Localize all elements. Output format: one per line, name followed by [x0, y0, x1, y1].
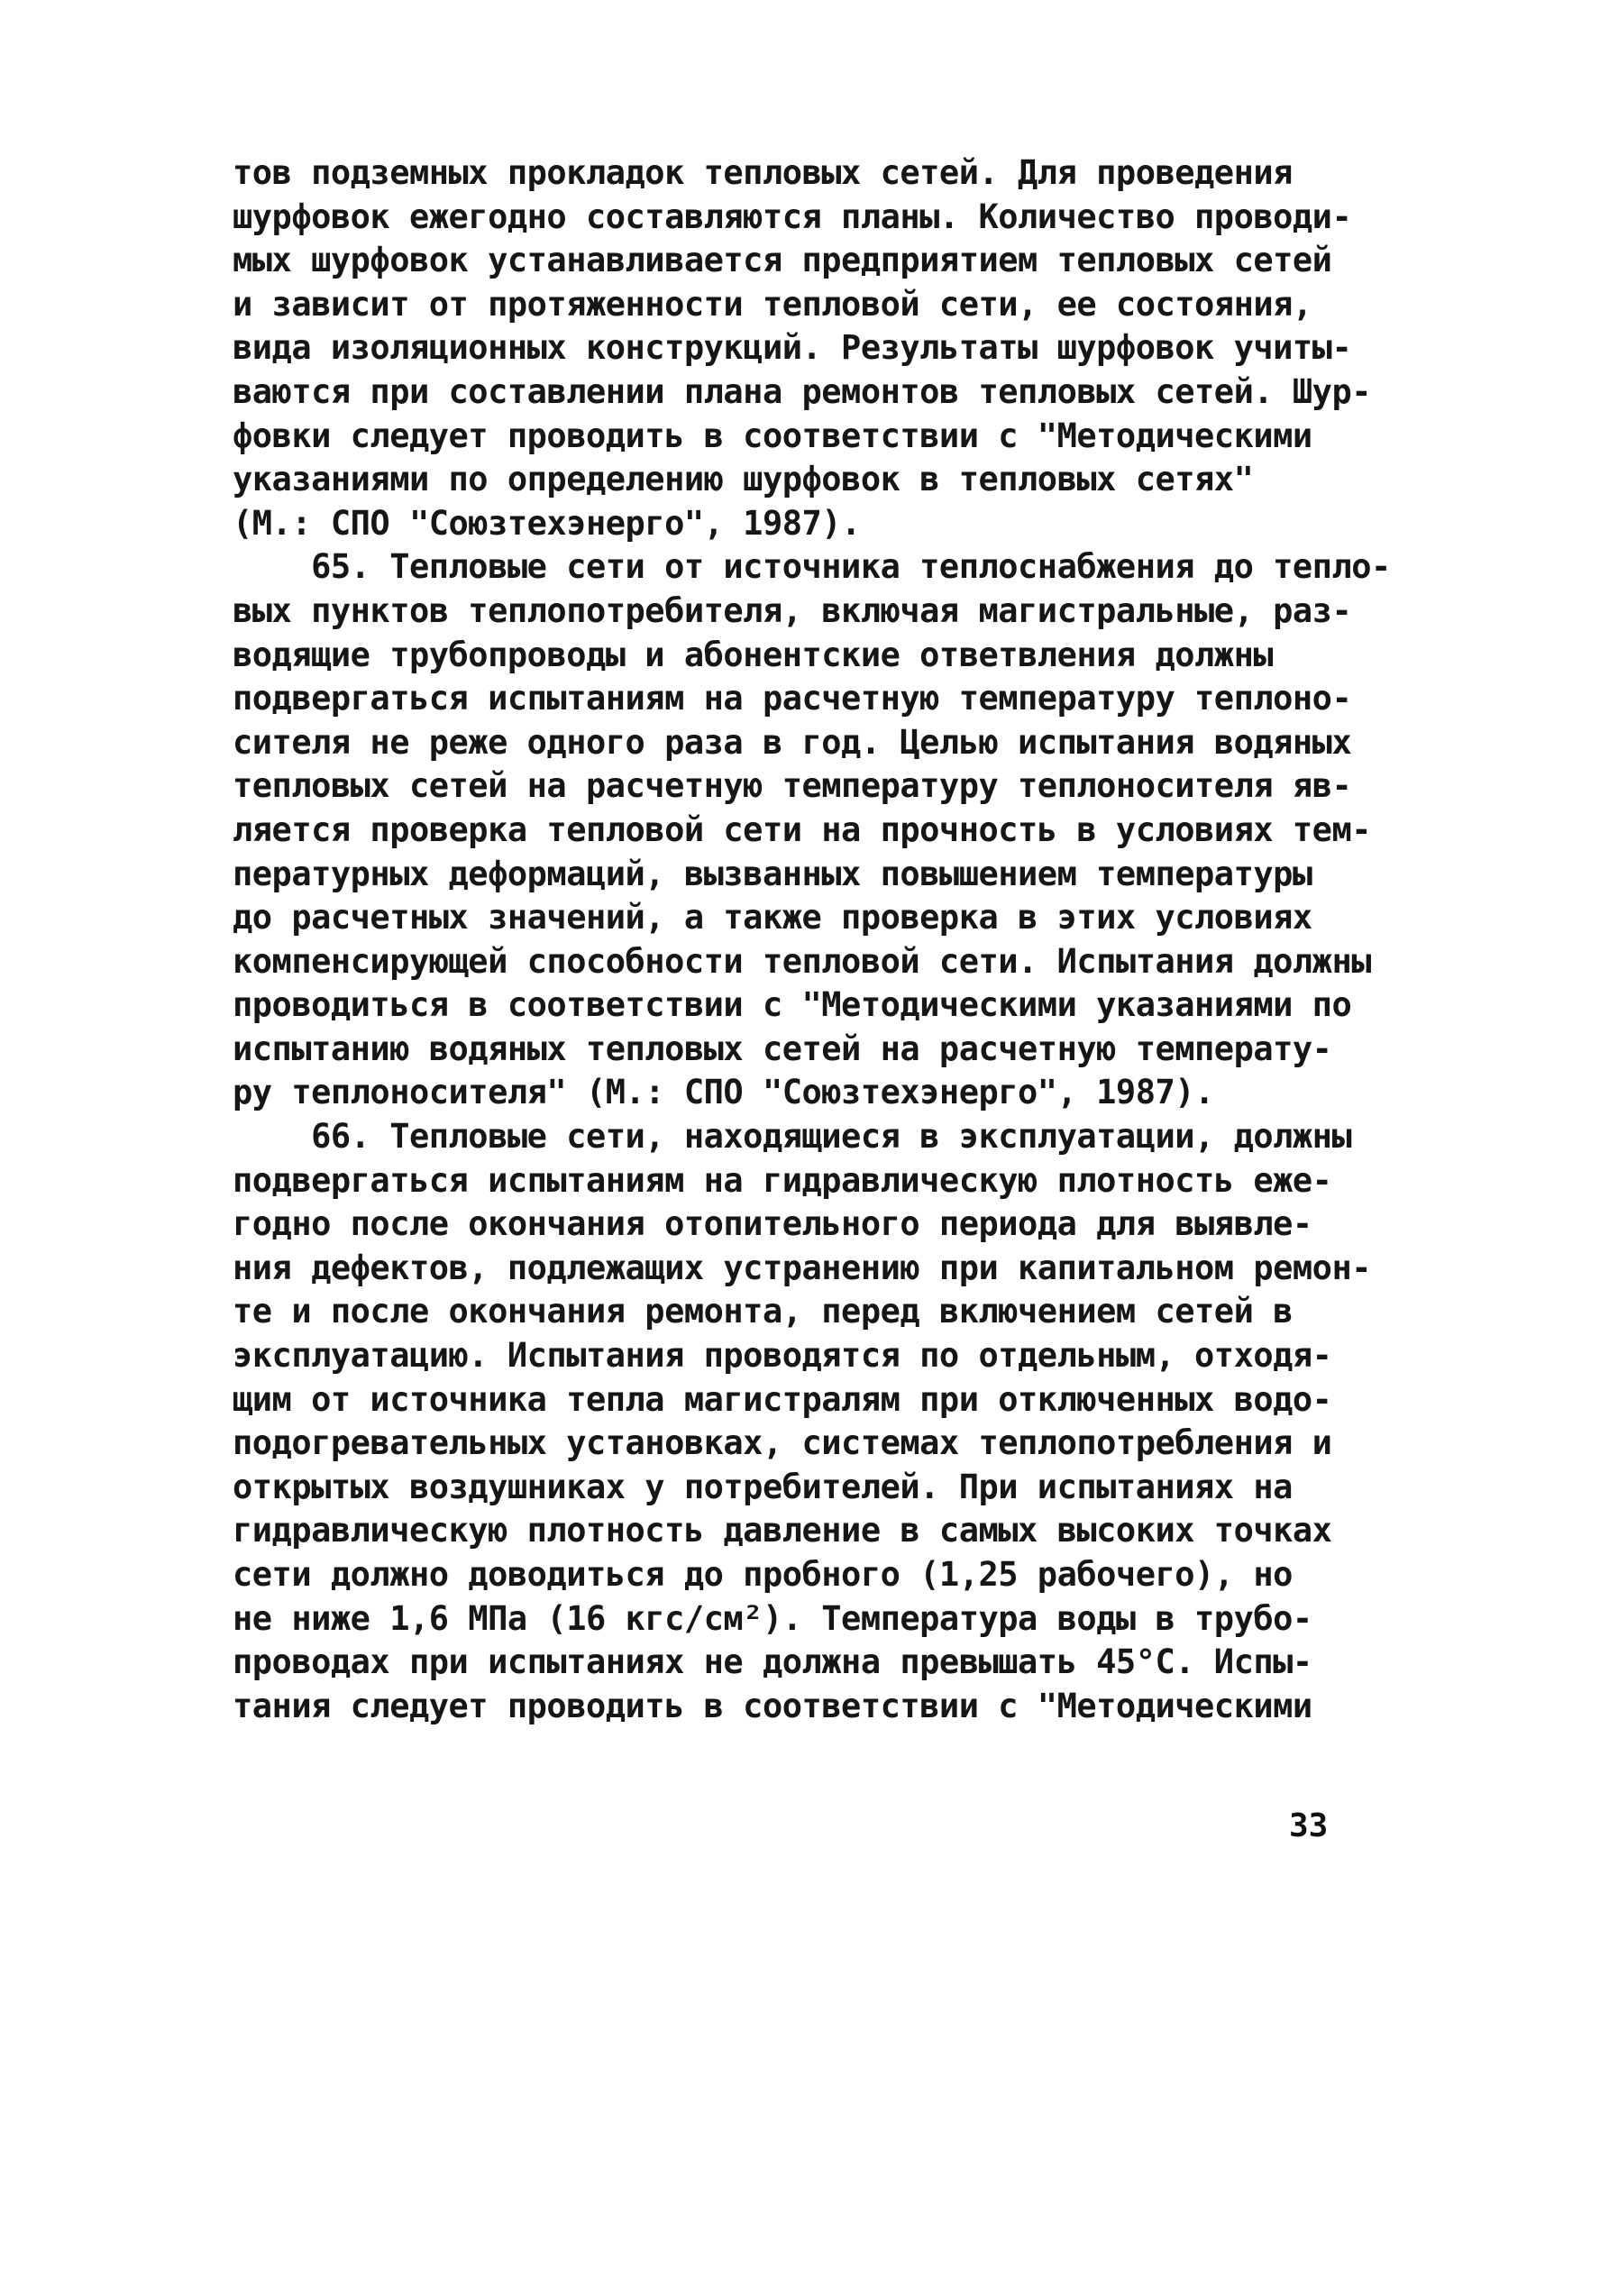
text-line: шурфовок ежегодно составляются планы. Количество проводи- [233, 197, 1352, 236]
text-line: открытых воздушниках у потребителей. При испытаниях на [233, 1467, 1293, 1506]
text-line: тания следует проводить в соответствии с "Методическими [233, 1686, 1312, 1725]
text-line: компенсирующей способности тепловой сети. Испытания должны [233, 941, 1372, 981]
paragraph-65 [233, 545, 1391, 1115]
body-text [233, 151, 1391, 1728]
text-line: ния дефектов, подлежащих устранению при капитальном ремон- [233, 1248, 1372, 1287]
text-line: не ниже 1,6 МПа (16 кгс/см²). Температура воды в трубо- [233, 1598, 1312, 1638]
text-line: проводах при испытаниях не должна превышать 45°С. Испы- [233, 1642, 1312, 1682]
text-line: щим от источника тепла магистралям при отключенных водо- [233, 1379, 1332, 1419]
text-line: до расчетных значений, а также проверка в этих условиях [233, 898, 1312, 938]
text-line: подогревательных установках, системах теплопотребления и [233, 1423, 1332, 1463]
text-line: фовки следует проводить в соответствии с "Методическими [233, 416, 1312, 455]
page-number: 33 [1289, 1807, 1329, 1844]
text-line: гидравлическую плотность давление в самых высоких точках [233, 1511, 1332, 1550]
text-line: сителя не реже одного раза в год. Целью испытания водяных [233, 722, 1352, 762]
text-line: пературных деформаций, вызванных повышением температуры [233, 854, 1312, 893]
text-line: сети должно доводиться до пробного (1,25 рабочего), но [233, 1555, 1293, 1594]
text-line: проводиться в соответствии с "Методическими указаниями по [233, 985, 1352, 1025]
text-line: указаниями по определению шурфовок в тепловых сетях" [233, 460, 1254, 499]
paragraph-66 [233, 1115, 1372, 1728]
text-line: тепловых сетей на расчетную температуру теплоносителя яв- [233, 766, 1352, 806]
text-line: вида изоляционных конструкций. Результаты шурфовок учиты- [233, 328, 1352, 368]
text-line: и зависит от протяженности тепловой сети, ее состояния, [233, 284, 1312, 324]
text-line: те и после окончания ремонта, перед включением сетей в [233, 1292, 1293, 1331]
text-line: эксплуатацию. Испытания проводятся по отдельным, отходя- [233, 1336, 1332, 1376]
text-line: вых пунктов теплопотребителя, включая магистральные, раз- [233, 590, 1352, 630]
text-line: подвергаться испытаниям на гидравлическую плотность еже- [233, 1160, 1332, 1200]
text-line: подвергаться испытаниям на расчетную температуру теплоно- [233, 679, 1352, 718]
text-line: мых шурфовок устанавливается предприятием тепловых сетей [233, 241, 1332, 280]
text-line: (М.: СПО "Союзтехэнерго", 1987). [233, 503, 861, 543]
text-line: тов подземных прокладок тепловых сетей. Для проведения [233, 153, 1293, 192]
text-line: годно после окончания отопительного периода для выявле- [233, 1204, 1312, 1244]
text-line: ляется проверка тепловой сети на прочность в условиях тем- [233, 810, 1372, 849]
paragraph-intro [233, 151, 1372, 545]
text-line: водящие трубопроводы и абонентские ответвления должны [233, 635, 1274, 674]
text-line: ваются при составлении плана ремонтов тепловых сетей. Шур- [233, 371, 1372, 411]
text-line: 66. Тепловые сети, находящиеся в эксплуатации, должны [233, 1117, 1352, 1157]
text-line: 65. Тепловые сети от источника теплоснабжения до тепло- [233, 547, 1391, 587]
text-line: ру теплоносителя" (М.: СПО "Союзтехэнерго", 1987). [233, 1073, 1214, 1112]
text-line: испытанию водяных тепловых сетей на расчетную температу- [233, 1029, 1332, 1068]
